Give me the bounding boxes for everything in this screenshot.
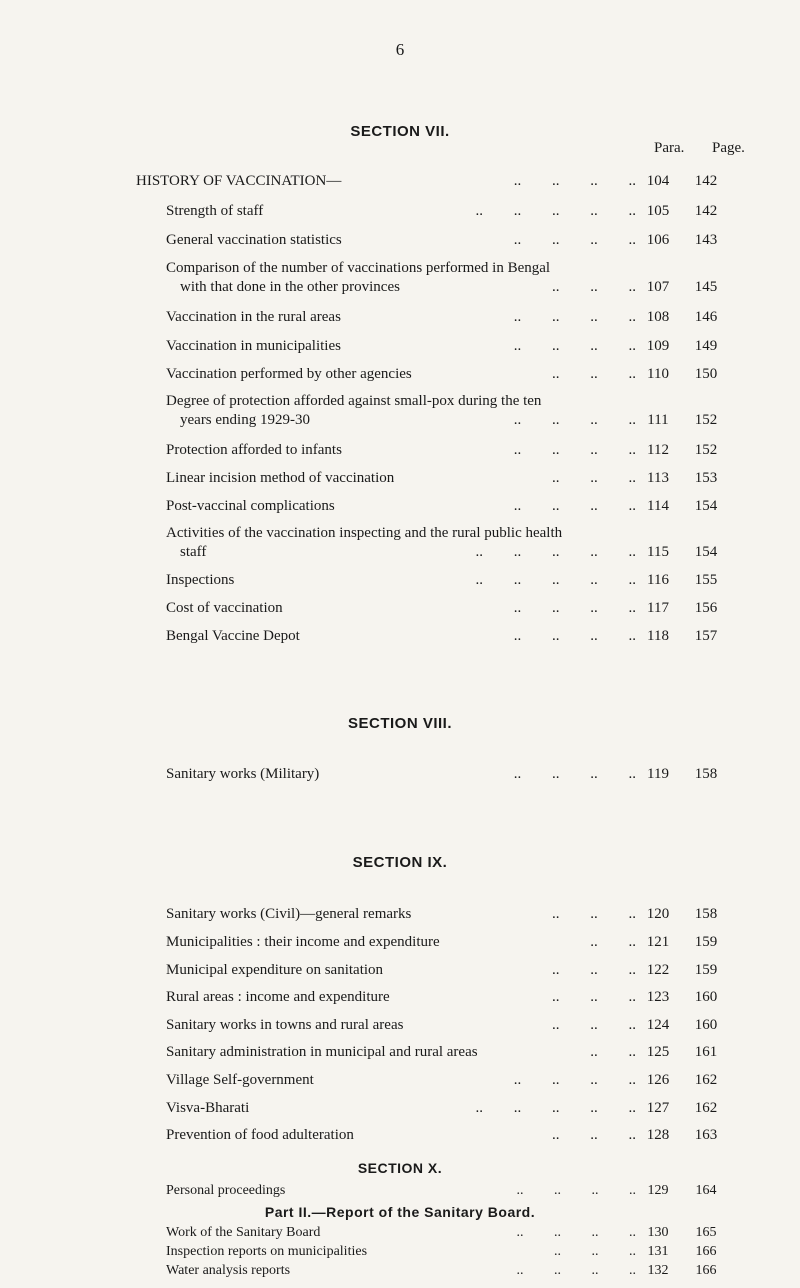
entry-title: Protection afforded to infants	[166, 442, 342, 458]
entry-title: Municipalities : their income and expenditure	[166, 934, 440, 950]
entry-title: Post-vaccinal complications	[166, 498, 335, 514]
entry-para: 105	[646, 203, 670, 219]
dot-leaders: .. .. .. .. ..	[475, 572, 636, 588]
entry-title: Strength of staff	[166, 203, 264, 219]
entry-para: 104	[646, 173, 670, 189]
dot-leaders: .. .. ..	[552, 366, 636, 382]
entry-para: 120	[646, 906, 670, 922]
entry-para: 124	[646, 1017, 670, 1033]
toc-entry	[166, 259, 776, 297]
dot-leaders: .. .. .. ..	[513, 766, 636, 782]
entry-title: Cost of vaccination	[166, 600, 283, 616]
entry-para: 122	[646, 962, 670, 978]
part-heading: Part II.—Report of the Sanitary Board.	[264, 1204, 536, 1220]
entry-para: 132	[647, 1263, 669, 1278]
entry-page: 160	[694, 1017, 718, 1033]
entry-page: 150	[694, 366, 718, 382]
entry-page: 163	[694, 1127, 718, 1143]
dot-leaders: .. .. .. ..	[513, 338, 636, 354]
entry-title: Vaccination in municipalities	[166, 338, 341, 354]
entry-page: 149	[694, 338, 718, 354]
dot-leaders: .. .. ..	[552, 962, 636, 978]
entry-para: 116	[647, 572, 669, 588]
dot-leaders: .. .. .. ..	[513, 309, 636, 325]
dot-leaders: .. .. .. ..	[513, 173, 636, 189]
dot-leaders: .. .. ..	[554, 1244, 636, 1259]
dot-leaders: .. .. ..	[552, 279, 636, 295]
entry-page: 155	[694, 572, 718, 588]
dot-leaders: .. .. .. ..	[513, 498, 636, 514]
entry-title: Linear incision method of vaccination	[166, 470, 395, 486]
entry-page: 166	[695, 1263, 717, 1278]
entry-page: 158	[694, 766, 718, 782]
entry-para: 125	[646, 1044, 670, 1060]
entry-para: 114	[647, 498, 669, 514]
entry-page: 145	[694, 279, 718, 295]
entry-title: HISTORY OF VACCINATION—	[136, 173, 342, 189]
entry-title-continued: years ending 1929-30	[180, 412, 310, 428]
entry-page: 157	[694, 628, 718, 644]
entry-para: 121	[646, 934, 670, 950]
dot-leaders: .. .. .. .. ..	[475, 544, 636, 560]
entry-para: 115	[647, 544, 669, 560]
dot-leaders: .. .. ..	[552, 906, 636, 922]
entry-title: Water analysis reports	[166, 1263, 291, 1278]
column-header-para: Para.	[654, 140, 685, 156]
dot-leaders: .. .. .. ..	[513, 1072, 636, 1088]
entry-page: 146	[694, 309, 718, 325]
entry-title: Rural areas : income and expenditure	[166, 989, 390, 1005]
entry-para: 117	[647, 600, 669, 616]
entry-title: General vaccination statistics	[166, 232, 342, 248]
toc-entry	[166, 392, 776, 430]
entry-page: 142	[694, 173, 718, 189]
dot-leaders: .. .. ..	[552, 1017, 636, 1033]
entry-para: 127	[646, 1100, 670, 1116]
entry-title: Bengal Vaccine Depot	[166, 628, 300, 644]
dot-leaders: .. .. ..	[552, 470, 636, 486]
entry-title: Prevention of food adulteration	[166, 1127, 354, 1143]
page-number: 6	[395, 40, 405, 59]
dot-leaders: .. .. .. ..	[513, 600, 636, 616]
entry-title: Degree of protection afforded against small-pox during the ten	[166, 393, 542, 409]
entry-para: 106	[646, 232, 670, 248]
entry-title: Sanitary works (Military)	[166, 766, 320, 782]
dot-leaders: .. .. ..	[552, 1127, 636, 1143]
entry-para: 112	[647, 442, 669, 458]
entry-page: 153	[694, 470, 718, 486]
entry-page: 162	[694, 1100, 718, 1116]
entry-page: 152	[694, 442, 718, 458]
entry-para: 111	[647, 412, 669, 428]
section-heading: SECTION VII.	[350, 123, 450, 140]
entry-para: 131	[647, 1244, 669, 1259]
entry-para: 128	[646, 1127, 670, 1143]
dot-leaders: .. ..	[590, 1044, 636, 1060]
dot-leaders: .. .. .. ..	[513, 232, 636, 248]
dot-leaders: .. .. .. ..	[513, 628, 636, 644]
entry-page: 159	[694, 962, 718, 978]
entry-title: Work of the Sanitary Board	[166, 1225, 321, 1240]
entry-para: 113	[647, 470, 669, 486]
entry-title: Inspections	[166, 572, 235, 588]
toc-entry	[166, 524, 776, 562]
entry-para: 123	[646, 989, 670, 1005]
entry-page: 152	[694, 412, 718, 428]
entry-title: Village Self-government	[166, 1072, 314, 1088]
dot-leaders: .. .. .. .. ..	[475, 1100, 636, 1116]
entry-page: 156	[694, 600, 718, 616]
entry-para: 109	[646, 338, 670, 354]
entry-title: Visva-Bharati	[166, 1100, 250, 1116]
entry-title: Personal proceedings	[166, 1183, 286, 1198]
entry-title: Sanitary works (Civil)—general remarks	[166, 906, 412, 922]
entry-page: 164	[695, 1183, 717, 1198]
entry-page: 154	[694, 544, 718, 560]
column-header-page: Page.	[712, 140, 745, 156]
entry-para: 130	[647, 1225, 669, 1240]
dot-leaders: .. .. .. .. ..	[475, 203, 636, 219]
dot-leaders: .. .. .. ..	[516, 1183, 636, 1198]
section-heading: SECTION VIII.	[347, 715, 452, 732]
dot-leaders: .. ..	[590, 934, 636, 950]
section-heading-x: SECTION X.	[357, 1160, 443, 1176]
entry-page: 161	[694, 1044, 718, 1060]
entry-page: 165	[695, 1225, 717, 1240]
entry-page: 159	[694, 934, 718, 950]
entry-page: 154	[694, 498, 718, 514]
dot-leaders: .. .. .. ..	[513, 442, 636, 458]
entry-page: 142	[694, 203, 718, 219]
entry-para: 119	[647, 766, 669, 782]
dot-leaders: .. .. .. ..	[513, 412, 636, 428]
entry-title: Vaccination in the rural areas	[166, 309, 341, 325]
entry-para: 129	[647, 1183, 669, 1198]
entry-title: Comparison of the number of vaccinations performed in Bengal	[166, 260, 551, 276]
entry-page: 143	[694, 232, 718, 248]
dot-leaders: .. .. ..	[552, 989, 636, 1005]
entry-title: Vaccination performed by other agencies	[166, 366, 412, 382]
entry-para: 107	[646, 279, 670, 295]
entry-para: 118	[647, 628, 669, 644]
entry-para: 108	[646, 309, 670, 325]
entry-para: 110	[647, 366, 669, 382]
entry-para: 126	[646, 1072, 670, 1088]
entry-title-continued: staff	[180, 544, 207, 560]
entry-title-continued: with that done in the other provinces	[180, 279, 400, 295]
entry-title: Activities of the vaccination inspecting and the rural public health	[166, 525, 563, 541]
entry-page: 166	[695, 1244, 717, 1259]
section-heading: SECTION IX.	[352, 854, 448, 871]
entry-title: Municipal expenditure on sanitation	[166, 962, 384, 978]
entry-title: Inspection reports on municipalities	[166, 1244, 368, 1259]
entry-title: Sanitary works in towns and rural areas	[166, 1017, 404, 1033]
entry-page: 158	[694, 906, 718, 922]
entry-page: 162	[694, 1072, 718, 1088]
dot-leaders: .. .. .. ..	[516, 1225, 636, 1240]
entry-title: Sanitary administration in municipal and rural areas	[166, 1044, 478, 1060]
entry-page: 160	[694, 989, 718, 1005]
dot-leaders: .. .. .. ..	[516, 1263, 636, 1278]
